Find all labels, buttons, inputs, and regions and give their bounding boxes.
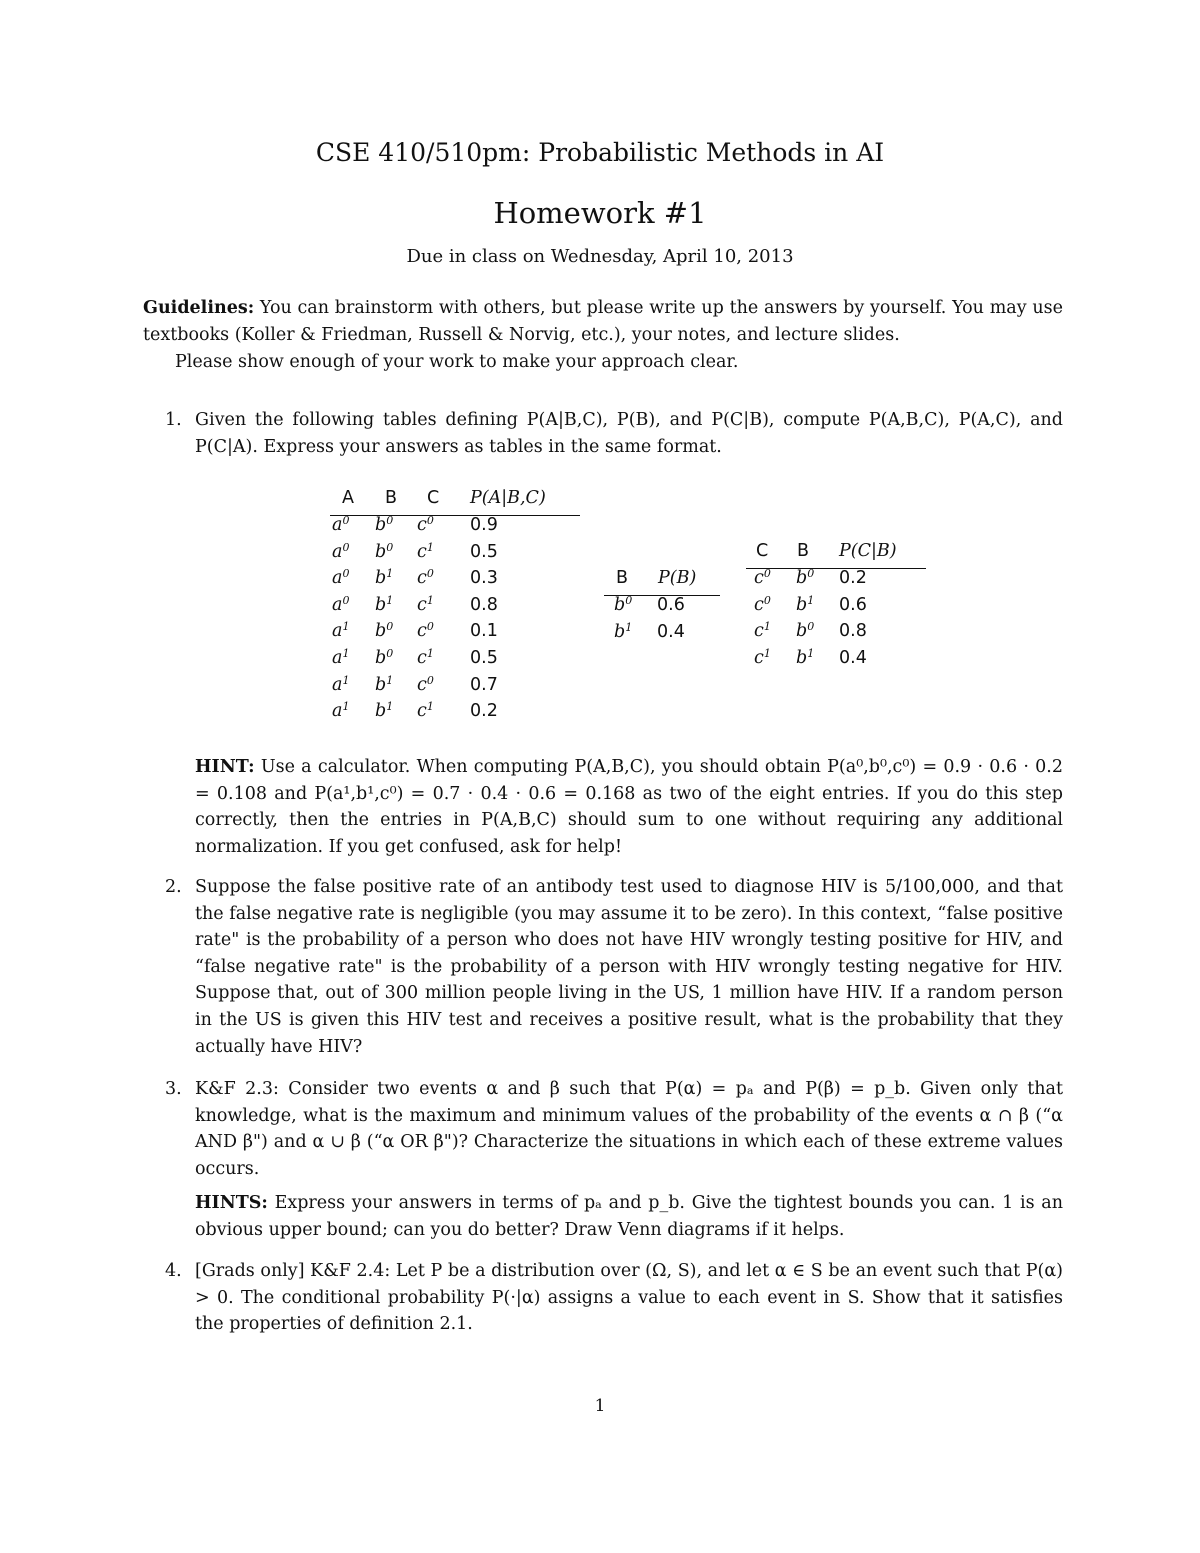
cell-c: $c^0$ [754, 593, 771, 615]
col-header-b: B [797, 541, 810, 561]
cell-b: $b^0$ [375, 620, 394, 642]
cell-b: $b^0$ [375, 540, 394, 562]
cell-a: $a^1$ [332, 620, 350, 642]
question-number: 3. [165, 1079, 182, 1099]
probability-value: 0.5 [470, 648, 498, 668]
course-title: CSE 410/510pm: Probabilistic Methods in AI [315, 138, 885, 167]
due-date: Due in class on Wednesday, April 10, 2013 [406, 246, 794, 267]
cell-c: $c^1$ [754, 620, 771, 642]
cell-b: $b^0$ [614, 594, 633, 615]
guidelines-text: You can brainstorm with others, but please write up the answers by yourself. You may use textbooks (Koller & Friedman, Russell & Norvig, etc.), your notes, and lecture slides. [143, 298, 1063, 345]
cell-c: $c^1$ [417, 647, 434, 668]
probability-value: 0.2 [470, 701, 498, 722]
question-number: 1. [165, 410, 182, 430]
col-header-a: A [342, 488, 354, 508]
cell-b: $b^1$ [796, 646, 815, 668]
col-header-prob: P(A|B,C) [470, 488, 546, 508]
question-number: 4. [165, 1261, 182, 1281]
homework-title: Homework #1 [493, 196, 707, 230]
col-header-c: C [427, 488, 440, 508]
probability-value: 0.2 [839, 568, 867, 588]
page-number: 1 [594, 1396, 606, 1416]
cell-c: $c^0$ [754, 567, 771, 588]
question-3-hint [195, 1190, 1063, 1243]
probability-value: 0.4 [657, 621, 685, 642]
probability-value: 0.4 [839, 647, 867, 668]
cell-a: $a^1$ [332, 673, 350, 695]
cell-a: $a^0$ [332, 593, 350, 615]
cell-c: $c^1$ [417, 700, 434, 722]
hint-text: Express your answers in terms of pₐ and p_b. Give the tightest bounds you can. 1 is an obvious upper bound; can you do better? Draw Venn diagrams if it helps. [195, 1193, 1063, 1240]
question-text: K&F 2.3: Consider two events α and β such that P(α) = pₐ and P(β) = p_b. Given only that knowledge, what is the maximum and minimum values of the probability of the events α ∩ β (“α AND β") and α ∪ β (“α OR β")? Characterize the situations in which each of these extreme values occurs. [195, 1079, 1063, 1179]
cell-b: $b^1$ [375, 567, 394, 589]
probability-value: 0.7 [470, 674, 498, 695]
probability-value: 0.1 [470, 621, 498, 642]
question-text: Suppose the false positive rate of an antibody test used to diagnose HIV is 5/100,000, and that the false negative rate is negligible (you may assume it to be zero). In this context, “false positive rate" is the probability of a person who does not have HIV wrongly testing positive for HIV, and “false negative rate" is the probability of a person with HIV wrongly testing negative for HIV. Suppose that, out of 300 million people living in the US, 1 million have HIV. If a random person in the US is given this HIV test and receives a positive result, what is the probability that they actually have HIV? [195, 877, 1063, 1057]
question-1-hint [195, 754, 1063, 860]
question-text: Given the following tables defining P(A|B,C), P(B), and P(C|B), compute P(A,B,C), P(A,C), and P(C|A). Express your answers as tables in the same format. [195, 410, 1063, 457]
col-header-prob: P(C|B) [839, 541, 897, 561]
cell-a: $a^1$ [332, 647, 350, 668]
cell-a: $a^0$ [332, 540, 350, 562]
cell-b: $b^0$ [796, 620, 815, 642]
hint-text: Use a calculator. When computing P(A,B,C), you should obtain P(a⁰,b⁰,c⁰) = 0.9 · 0.6 · 0.2 = 0.108 and P(a¹,b¹,c⁰) = 0.7 · 0.4 · 0.6 = 0.168 as two of the eight entries. If you do this step correctly, then the entries in P(A,B,C) should sum to one without requiring any additional normalization. If you get confused, ask for help! [195, 757, 1063, 857]
col-header-c: C [756, 541, 769, 561]
cell-b: $b^0$ [796, 567, 815, 588]
probability-value: 0.6 [839, 594, 867, 615]
guidelines-label: Guidelines: [143, 298, 255, 318]
cell-b: $b^0$ [375, 647, 394, 668]
cell-a: $a^0$ [332, 567, 350, 589]
cell-b: $b^1$ [375, 593, 394, 615]
hint-label: HINT: [195, 757, 255, 777]
probability-value: 0.8 [470, 594, 498, 615]
probability-value: 0.9 [470, 515, 498, 535]
cell-b: $b^1$ [375, 700, 394, 722]
question-number: 2. [165, 877, 182, 897]
col-header-b: B [616, 568, 629, 588]
guidelines-paragraph [143, 295, 1063, 348]
cell-b: $b^1$ [796, 593, 815, 615]
question-text: [Grads only] K&F 2.4: Let P be a distribution over (Ω, S), and let α ∈ S be an event such that P(α) > 0. The conditional probability P(·|α) assigns a value to each event in S. Show that it satisfies the properties of definition 2.1. [195, 1261, 1063, 1335]
cell-b: $b^1$ [614, 620, 633, 642]
cell-a: $a^1$ [332, 700, 350, 722]
probability-value: 0.6 [657, 595, 685, 615]
cell-c: $c^0$ [417, 620, 434, 642]
cell-a: $a^0$ [332, 514, 350, 535]
hint-label: HINTS: [195, 1193, 268, 1213]
cell-b: $b^1$ [375, 673, 394, 695]
guidelines-paragraph-2: Please show enough of your work to make your approach clear. [175, 352, 739, 372]
cell-c: $c^1$ [417, 593, 434, 615]
probability-value: 0.8 [839, 621, 867, 642]
table-rule [330, 515, 580, 516]
cell-c: $c^0$ [417, 673, 434, 695]
col-header-prob: P(B) [658, 568, 697, 588]
cell-c: $c^1$ [754, 646, 771, 668]
col-header-b: B [385, 488, 398, 508]
cell-c: $c^1$ [417, 540, 434, 562]
cell-b: $b^0$ [375, 514, 394, 535]
probability-value: 0.3 [470, 568, 498, 589]
probability-value: 0.5 [470, 541, 498, 562]
cell-c: $c^0$ [417, 514, 434, 535]
table-rule [746, 568, 926, 569]
cell-c: $c^0$ [417, 567, 434, 589]
